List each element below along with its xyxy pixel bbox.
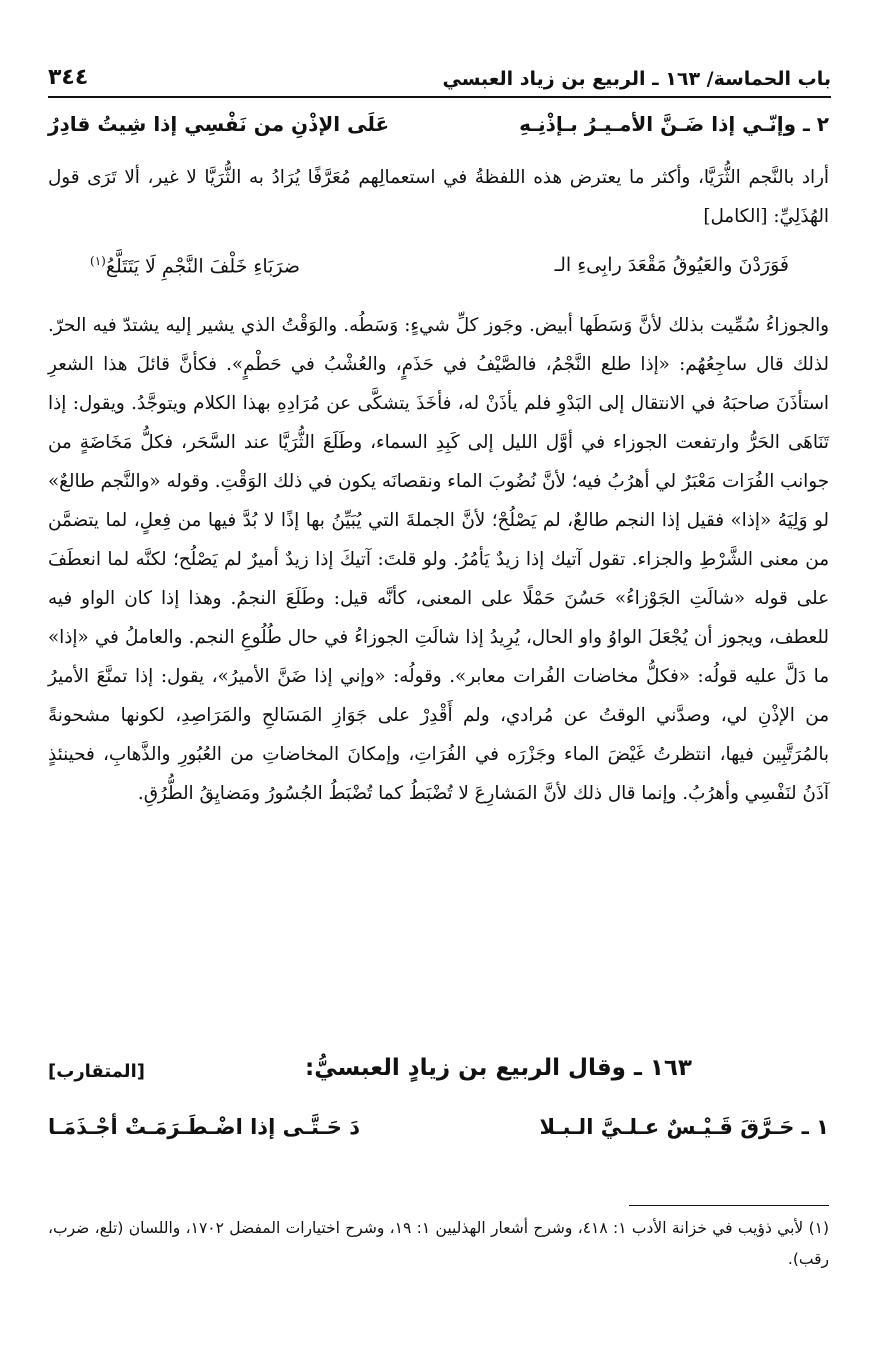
verse-2-second-hemistich: عَلَى الإذْنِ من نَفْسِي إذا شِيتُ قادِرُ xyxy=(48,112,390,136)
commentary-body: والجوزاءُ سُمِّيت بذلك لأنَّ وَسَطَها أبيض. وجَوز كلِّ شيءٍ: وَسَطُه. والوَقْتُ الذي يشير إليه يشتدّ فيه الحرّ. لذلك قال ساجِعُهُم: «إذا طلع النَّجْمُ، فالصَّيْفُ في حَذَمٍ، والعُشْبُ في حَطْمٍ». فكأنَّ قائلَ هذا الشعرِ استأذَنَ صاحبَهُ في الانتقال إلى البَدْوِ فلم يأذَنْ له، فأخَذَ يتشكَّى عن مُرَادِهِ بهذا الكلام ويتوجَّدُ. ويقول: إذا تَنَاهَى الحَرُّ وارتفعت الجوزاء في أوَّل الليل إلى كَبِدِ السماء، وطَلَعَ الثُّرَيَّا عند السَّحَر، فكلُّ مَخَاضَةٍ من جوانب الفُرَات مَعْبَرٌ لي أهرُبُ فيه؛ لأنَّ نُضُوبَ الماء ونقصانَه يكون في ذلك الوَقْتِ. وقوله «والنَّجم طالعٌ» لو وَلِيَهُ «إذا» فقيل إذا النجم طالعٌ، لم يَصْلُحْ؛ لأنَّ الجملةَ التي يُبَيِّنُ بها إذًا لا بُدَّ فيها من فِعلٍ، لما يتضمَّن من معنى الشَّرْطِ والجزاء. تقول آتيك إذا زيدٌ يَأمُرُ. ولو قلتَ: آتيكَ إذا زيدٌ أميرٌ لم يَصْلُح؛ لكنَّه لما انعطَفَ على قوله «شالَتِ الجَوْزاءُ» حَسُنَ حَمْلًا على المعنى، كأنَّه قيل: وطَلَعَ النجمُ. وهذا إذا كان الواو فيه للعطف، ويجوز أن يُجْعَلَ الواوُ واو الحال، يُرِيدُ إذا شالَتِ الجوزاءُ في حال طُلُوعِ النجم. والعاملُ في «إذا» ما دَلَّ عليه قولُه: «فكلُّ مخاضات الفُرات معابر». وقولُه: «وإني إذا ضَنَّ الأميرُ»، يقول: إذا تمنَّعَ الأميرُ من الإذْنِ لي، وصدَّني الوقتُ عن مُرادي، ولم أَقْدِرْ على جَوَازِ المَسَالحِ والمَرَاصِدِ، لكونها مشحونةً بالمُرَتَّبِين فيها، انتظرتُ غَيْضَ الماء وجَزْرَه في الفُرَاتِ، وإمكانَ المخاضاتِ من العُبُورِ والذَّهابِ، فحينئذٍ آذَنُ لنَفْسِي وأهرُبُ. وإنما قال ذلك لأنَّ المَشارِعَ لا تُضْبَطُ كما تُضْبَطُ الجُسُورُ ومَضايِقُ الطُّرُقِ. xyxy=(48,315,829,804)
poem-title: ١٦٣ ـ وقال الربيع بن زيادٍ العبسيُّ: xyxy=(305,1055,692,1081)
verse-1 xyxy=(48,1115,829,1139)
running-title: باب الحماسة/ ١٦٣ ـ الربيع بن زياد العبسي xyxy=(442,68,831,90)
quoted-verse-second-hemistich xyxy=(90,254,300,277)
poem-heading xyxy=(48,1055,829,1099)
footnote: (١) لأبي ذؤيب في خزانة الأدب ١: ٤١٨، وشرح أشعار الهذليين ١: ١٩، وشرح اختيارات المفضل ١٧٠٢، واللسان (تلع، ضرب، رقب). xyxy=(48,1219,830,1268)
verse-1-first-hemistich: ١ ـ حَـرَّقَ قَـيْـسٌ عـلـيَّ الـبـلا xyxy=(539,1115,829,1139)
quoted-verse xyxy=(90,254,789,277)
footnote-reference: (١) xyxy=(90,254,106,268)
explanation-paragraph: أراد بالنَّجم الثُّرَيَّا، وأكثر ما يعترض هذه اللفظةُ في استعمالِهم مُعَرَّفًا يُرَادُ به الثُّرَيَّا لا غير، ألا تَرَى قول الهُذَلِيِّ: [الكامل] xyxy=(48,167,829,227)
quoted-verse-second-text: ضرَبَاءِ خَلْفَ النَّجْمِ لَا يَتَتَلَّعُ xyxy=(105,255,301,278)
page-header xyxy=(48,58,831,98)
page-number: ٣٤٤ xyxy=(48,65,89,90)
meter-label: [المتقارب] xyxy=(48,1061,145,1082)
verse-1-second-hemistich: دَ حَـتَّـى إذا اضْـطَـرَمَـتْ أجْـذَمَـا xyxy=(48,1115,360,1139)
verse-2-first-hemistich: ٢ ـ وإنّـي إذا ضَـنَّ الأمـيـرُ بـإذْنِـهِ xyxy=(519,112,829,136)
footnote-divider xyxy=(629,1205,829,1206)
verse-2 xyxy=(48,112,829,136)
quoted-verse-first-hemistich: فَوَرَدْنَ والعَيُوقُ مَقْعَدَ رابِىءِ الـ xyxy=(554,254,789,276)
